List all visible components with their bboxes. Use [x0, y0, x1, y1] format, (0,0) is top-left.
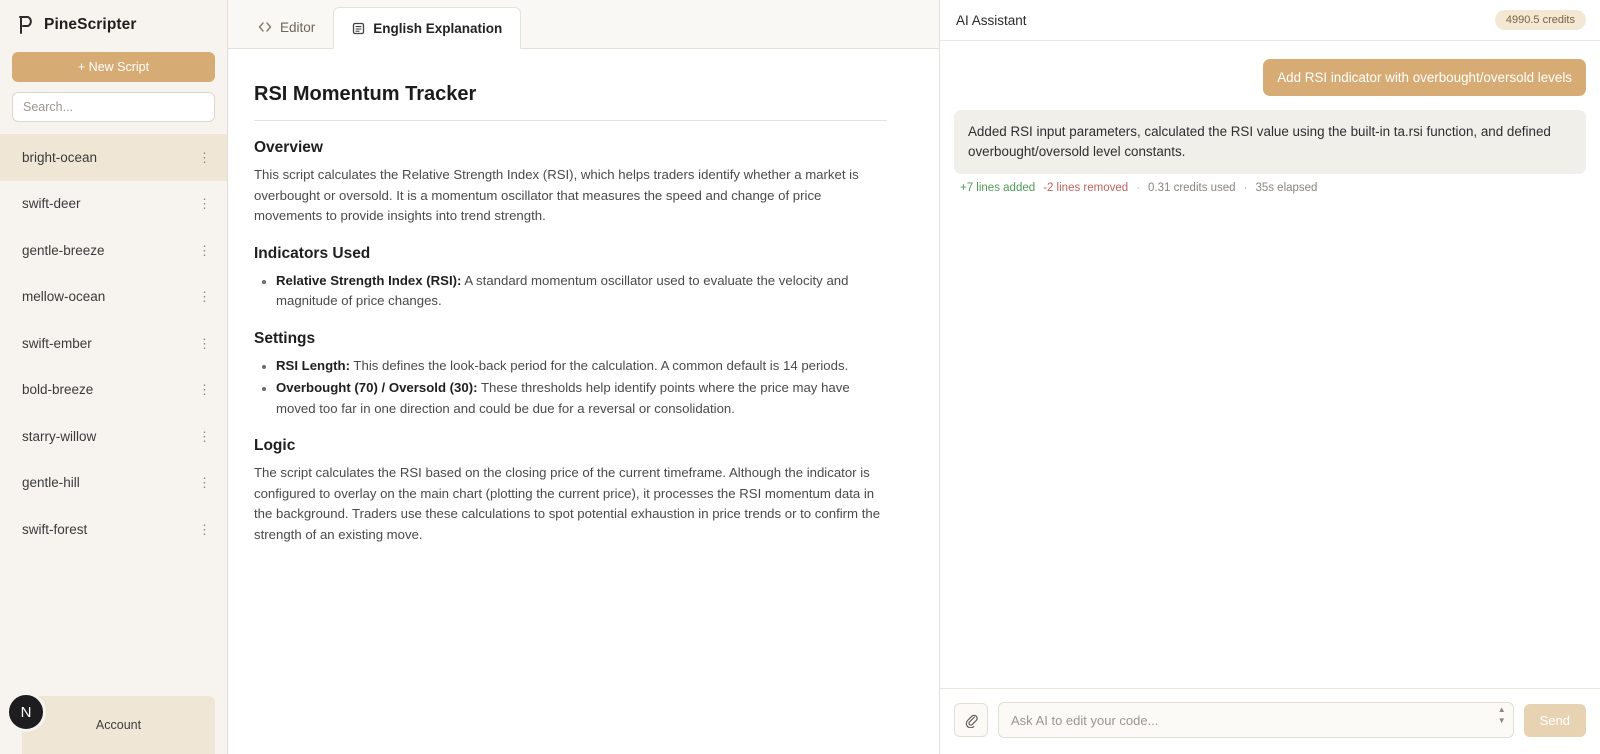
script-item-swift-deer[interactable]	[0, 181, 227, 228]
script-item-label: bold-breeze	[22, 382, 94, 398]
script-item-gentle-breeze[interactable]	[0, 227, 227, 274]
tab-editor-label: Editor	[280, 19, 316, 35]
tab-english-explanation-label: English Explanation	[373, 20, 503, 36]
sidebar	[0, 0, 228, 754]
meta-separator: ·	[1136, 182, 1140, 194]
explanation-document	[228, 49, 939, 754]
meta-separator: ·	[1243, 182, 1248, 194]
credits-used: 0.31 credits used	[1148, 182, 1236, 194]
script-item-label: swift-forest	[22, 521, 88, 537]
assistant-header	[940, 0, 1600, 41]
list-item-term: Overbought (70) / Oversold (30):	[276, 380, 478, 395]
script-item-swift-forest[interactable]	[0, 506, 227, 553]
composer	[940, 688, 1600, 754]
prompt-stepper[interactable]	[1498, 706, 1506, 725]
script-menu-icon[interactable]: ⋮	[198, 242, 211, 258]
section-heading-settings: Settings	[254, 329, 316, 347]
send-button[interactable]: Send	[1524, 704, 1586, 737]
list-item	[254, 271, 887, 312]
script-item-label: starry-willow	[22, 428, 97, 444]
indicators-list	[254, 271, 887, 312]
script-item-bright-ocean[interactable]	[0, 134, 227, 181]
script-menu-icon[interactable]: ⋮	[198, 196, 211, 212]
prompt-input[interactable]	[998, 702, 1514, 738]
script-item-gentle-hill[interactable]	[0, 460, 227, 507]
script-menu-icon[interactable]: ⋮	[198, 149, 211, 165]
script-menu-icon[interactable]: ⋮	[198, 289, 211, 305]
stepper-down-icon[interactable]: ▼	[1497, 716, 1506, 725]
avatar[interactable]: N	[6, 692, 46, 732]
list-item	[254, 378, 887, 419]
pine-logo-icon	[16, 14, 35, 36]
search-input[interactable]	[12, 92, 215, 122]
assistant-title: AI Assistant	[956, 12, 1027, 28]
section-paragraph-logic: The script calculates the RSI based on the closing price of the current timeframe. Although the indicator is configured to overlay on the main chart (plotting the current price), it processes the RSI momentum data in the background. Traders use these calculations to spot potential exhaustion in price trends or to confirm the strength of an existing move.	[254, 465, 881, 542]
paperclip-icon[interactable]	[954, 703, 988, 737]
prompt-container	[998, 702, 1514, 738]
list-item-text: This defines the look-back period for the calculation. A common default is 14 periods.	[350, 357, 849, 373]
tab-english-explanation[interactable]	[333, 7, 521, 49]
account-label: Account	[95, 718, 142, 732]
script-item-starry-willow[interactable]	[0, 413, 227, 460]
section-heading-overview: Overview	[254, 139, 323, 156]
list-item-term: RSI Length:	[276, 357, 350, 373]
book-icon	[352, 22, 365, 35]
script-item-label: swift-ember	[22, 335, 92, 351]
script-item-label: bright-ocean	[22, 149, 98, 165]
assistant-message: Added RSI input parameters, calculated the RSI value using the built-in ta.rsi function, and defined overbought/oversold level constants.	[954, 110, 1586, 174]
section-heading-indicators-used: Indicators Used	[254, 244, 371, 262]
script-menu-icon[interactable]: ⋮	[198, 475, 211, 491]
script-menu-icon[interactable]: ⋮	[198, 382, 211, 398]
script-menu-icon[interactable]: ⋮	[198, 335, 211, 351]
chat-thread	[940, 41, 1600, 688]
editor-panel	[228, 0, 940, 754]
elapsed-time: 35s elapsed	[1255, 182, 1318, 194]
message-meta	[954, 174, 1586, 194]
script-item-mellow-ocean[interactable]	[0, 274, 227, 321]
section-heading-logic: Logic	[254, 437, 296, 454]
new-script-button[interactable]: + New Script	[12, 52, 215, 82]
list-item-text: These thresholds help identify points where the price may have moved too far in one direction and could be due for a reversal or consolidation.	[276, 380, 850, 416]
lines-removed: -2 lines removed	[1043, 182, 1129, 194]
ai-assistant-panel	[940, 0, 1600, 754]
credits-badge: 4990.5 credits	[1495, 10, 1586, 30]
lines-added: +7 lines added	[960, 182, 1036, 194]
script-item-label: swift-deer	[22, 196, 81, 212]
list-item-text: A standard momentum oscillator used to evaluate the velocity and magnitude of price changes.	[276, 272, 849, 308]
brand	[0, 0, 227, 46]
page-title: RSI Momentum Tracker	[254, 83, 887, 121]
settings-list	[254, 356, 887, 420]
tab-bar	[228, 0, 939, 49]
section-paragraph-overview: This script calculates the Relative Strength Index (RSI), which helps traders identify whether a market is overbought or oversold. It is a momentum oscillator that measures the speed and change of price movements to provide insights into trend strength.	[254, 167, 859, 223]
script-item-swift-ember[interactable]	[0, 320, 227, 367]
script-item-label: gentle-breeze	[22, 242, 105, 258]
search-container	[0, 92, 227, 132]
script-list	[0, 132, 227, 696]
script-item-bold-breeze[interactable]	[0, 367, 227, 414]
list-item	[254, 356, 887, 377]
user-message: Add RSI indicator with overbought/oversold levels	[1263, 59, 1586, 96]
tab-editor[interactable]	[240, 6, 333, 48]
script-item-label: mellow-ocean	[22, 289, 106, 305]
account-bar[interactable]	[22, 696, 215, 754]
brand-name: PineScripter	[44, 16, 137, 33]
script-menu-icon[interactable]: ⋮	[198, 521, 211, 537]
script-item-label: gentle-hill	[22, 475, 80, 491]
code-icon	[258, 21, 272, 33]
list-item-term: Relative Strength Index (RSI):	[276, 272, 462, 288]
script-menu-icon[interactable]: ⋮	[198, 428, 211, 444]
stepper-up-icon[interactable]: ▲	[1497, 705, 1506, 714]
